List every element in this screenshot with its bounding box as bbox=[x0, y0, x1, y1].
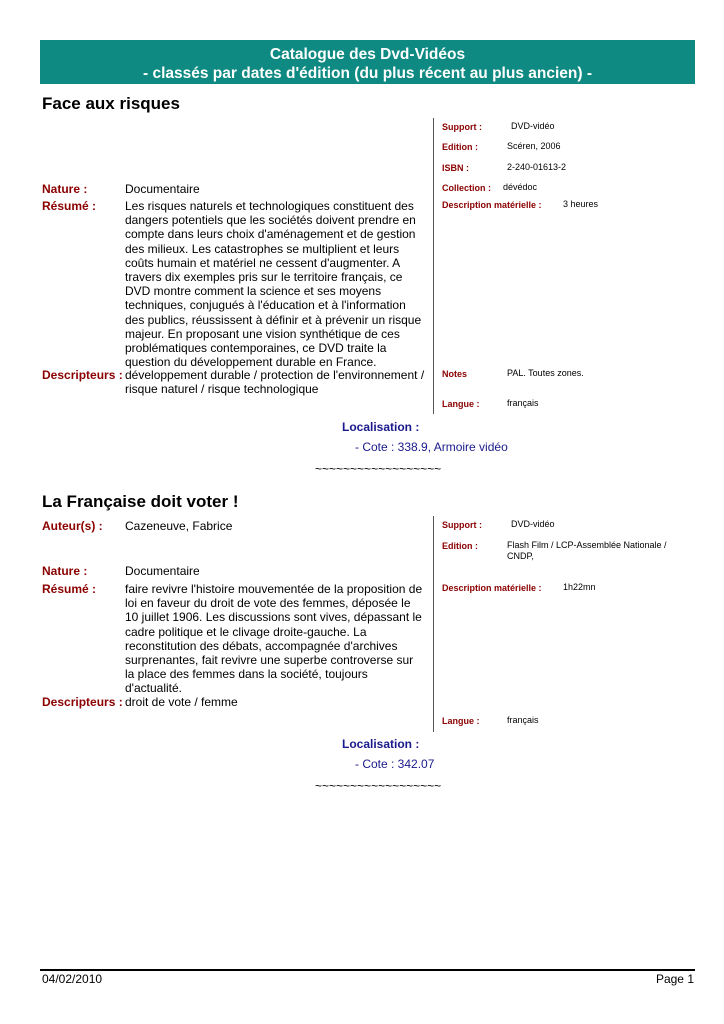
notes-label: Notes bbox=[442, 369, 468, 379]
isbn-value: 2-240-01613-2 bbox=[507, 162, 567, 172]
langue-label: Langue : bbox=[442, 399, 480, 409]
isbn-label: ISBN : bbox=[442, 163, 469, 173]
descripteurs-value: droit de vote / femme bbox=[125, 695, 238, 709]
record-title: La Française doit voter ! bbox=[42, 492, 239, 511]
description-materielle-value: 3 heures bbox=[563, 199, 599, 209]
catalogue-header-banner bbox=[40, 40, 695, 84]
record-separator: ~~~~~~~~~~~~~~~~~~ bbox=[315, 779, 442, 793]
localisation-label: Localisation : bbox=[342, 737, 420, 751]
footer-page-number: Page 1 bbox=[655, 972, 694, 986]
support-label: Support : bbox=[442, 520, 482, 530]
descripteurs-label: Descripteurs : bbox=[42, 368, 123, 382]
collection-label: Collection : bbox=[442, 183, 491, 193]
langue-value: français bbox=[507, 398, 539, 408]
edition-label: Edition : bbox=[442, 142, 478, 152]
notes-value: PAL. Toutes zones. bbox=[507, 368, 584, 378]
catalogue-subtitle: - classés par dates d'édition (du plus récent au plus ancien) - bbox=[143, 65, 592, 82]
description-materielle-value: 1h22mn bbox=[563, 582, 596, 592]
resume-value: Les risques naturels et technologiques constituent des dangers potentiels que les sociétés doivent prendre en compte dans leurs choix d'aménagement et de gestion des milieux. Les catastrophes se multiplient et leurs coûts humain et matériel ne cessent d'augmenter. A travers dix exemples pris sur le territoire français, ce DVD montre comment la science et ses moyens techniques, conjugués à l'éducation et à l'information des publics, réussissent à définir et à prévenir un risque majeur. En proposant une vision synthétique de ces problématiques contemporaines, ce DVD traite la question du développement durable en France. bbox=[125, 199, 422, 370]
column-divider bbox=[433, 118, 434, 414]
nature-label: Nature : bbox=[42, 564, 88, 578]
resume-label: Résumé : bbox=[42, 582, 97, 596]
edition-value: Scéren, 2006 bbox=[507, 141, 561, 151]
footer-date: 04/02/2010 bbox=[42, 972, 103, 986]
collection-value: dévédoc bbox=[503, 182, 538, 192]
nature-value: Documentaire bbox=[125, 564, 200, 578]
record-title: Face aux risques bbox=[42, 94, 180, 113]
support-label: Support : bbox=[442, 122, 482, 132]
footer-rule bbox=[40, 969, 695, 971]
edition-value: Flash Film / LCP-Assemblée Nationale / CNDP, bbox=[507, 540, 667, 561]
record-separator: ~~~~~~~~~~~~~~~~~~ bbox=[315, 462, 442, 476]
nature-label: Nature : bbox=[42, 182, 88, 196]
descripteurs-value: développement durable / protection de l'environnement / risque naturel / risque technologique bbox=[125, 368, 425, 397]
langue-value: français bbox=[507, 715, 539, 725]
resume-label: Résumé : bbox=[42, 199, 97, 213]
nature-value: Documentaire bbox=[125, 182, 200, 196]
support-value: DVD-vidéo bbox=[511, 519, 555, 529]
column-divider bbox=[433, 516, 434, 732]
resume-value: faire revivre l'histoire mouvementée de la proposition de loi en faveur du droit de vote des femmes, déposée le 10 juillet 1906. Les discussions sont vives, dépassant le cadre politique et le clivage droite-gauche. La reconstitution des débats, accompagnée d'archives surprenantes, fait revivre une superbe controverse sur la place des femmes dans la société, toujours d'actualité. bbox=[125, 582, 423, 696]
localisation-value: - Cote : 342.07 bbox=[355, 757, 435, 771]
description-materielle-label: Description matérielle : bbox=[442, 583, 542, 593]
localisation-value: - Cote : 338.9, Armoire vidéo bbox=[355, 440, 508, 454]
description-materielle-label: Description matérielle : bbox=[442, 200, 542, 210]
edition-label: Edition : bbox=[442, 541, 478, 551]
auteurs-label: Auteur(s) : bbox=[42, 519, 103, 533]
support-value: DVD-vidéo bbox=[511, 121, 555, 131]
langue-label: Langue : bbox=[442, 716, 480, 726]
localisation-label: Localisation : bbox=[342, 420, 420, 434]
descripteurs-label: Descripteurs : bbox=[42, 695, 123, 709]
catalogue-title: Catalogue des Dvd-Vidéos bbox=[269, 46, 466, 63]
auteurs-value: Cazeneuve, Fabrice bbox=[125, 519, 233, 533]
